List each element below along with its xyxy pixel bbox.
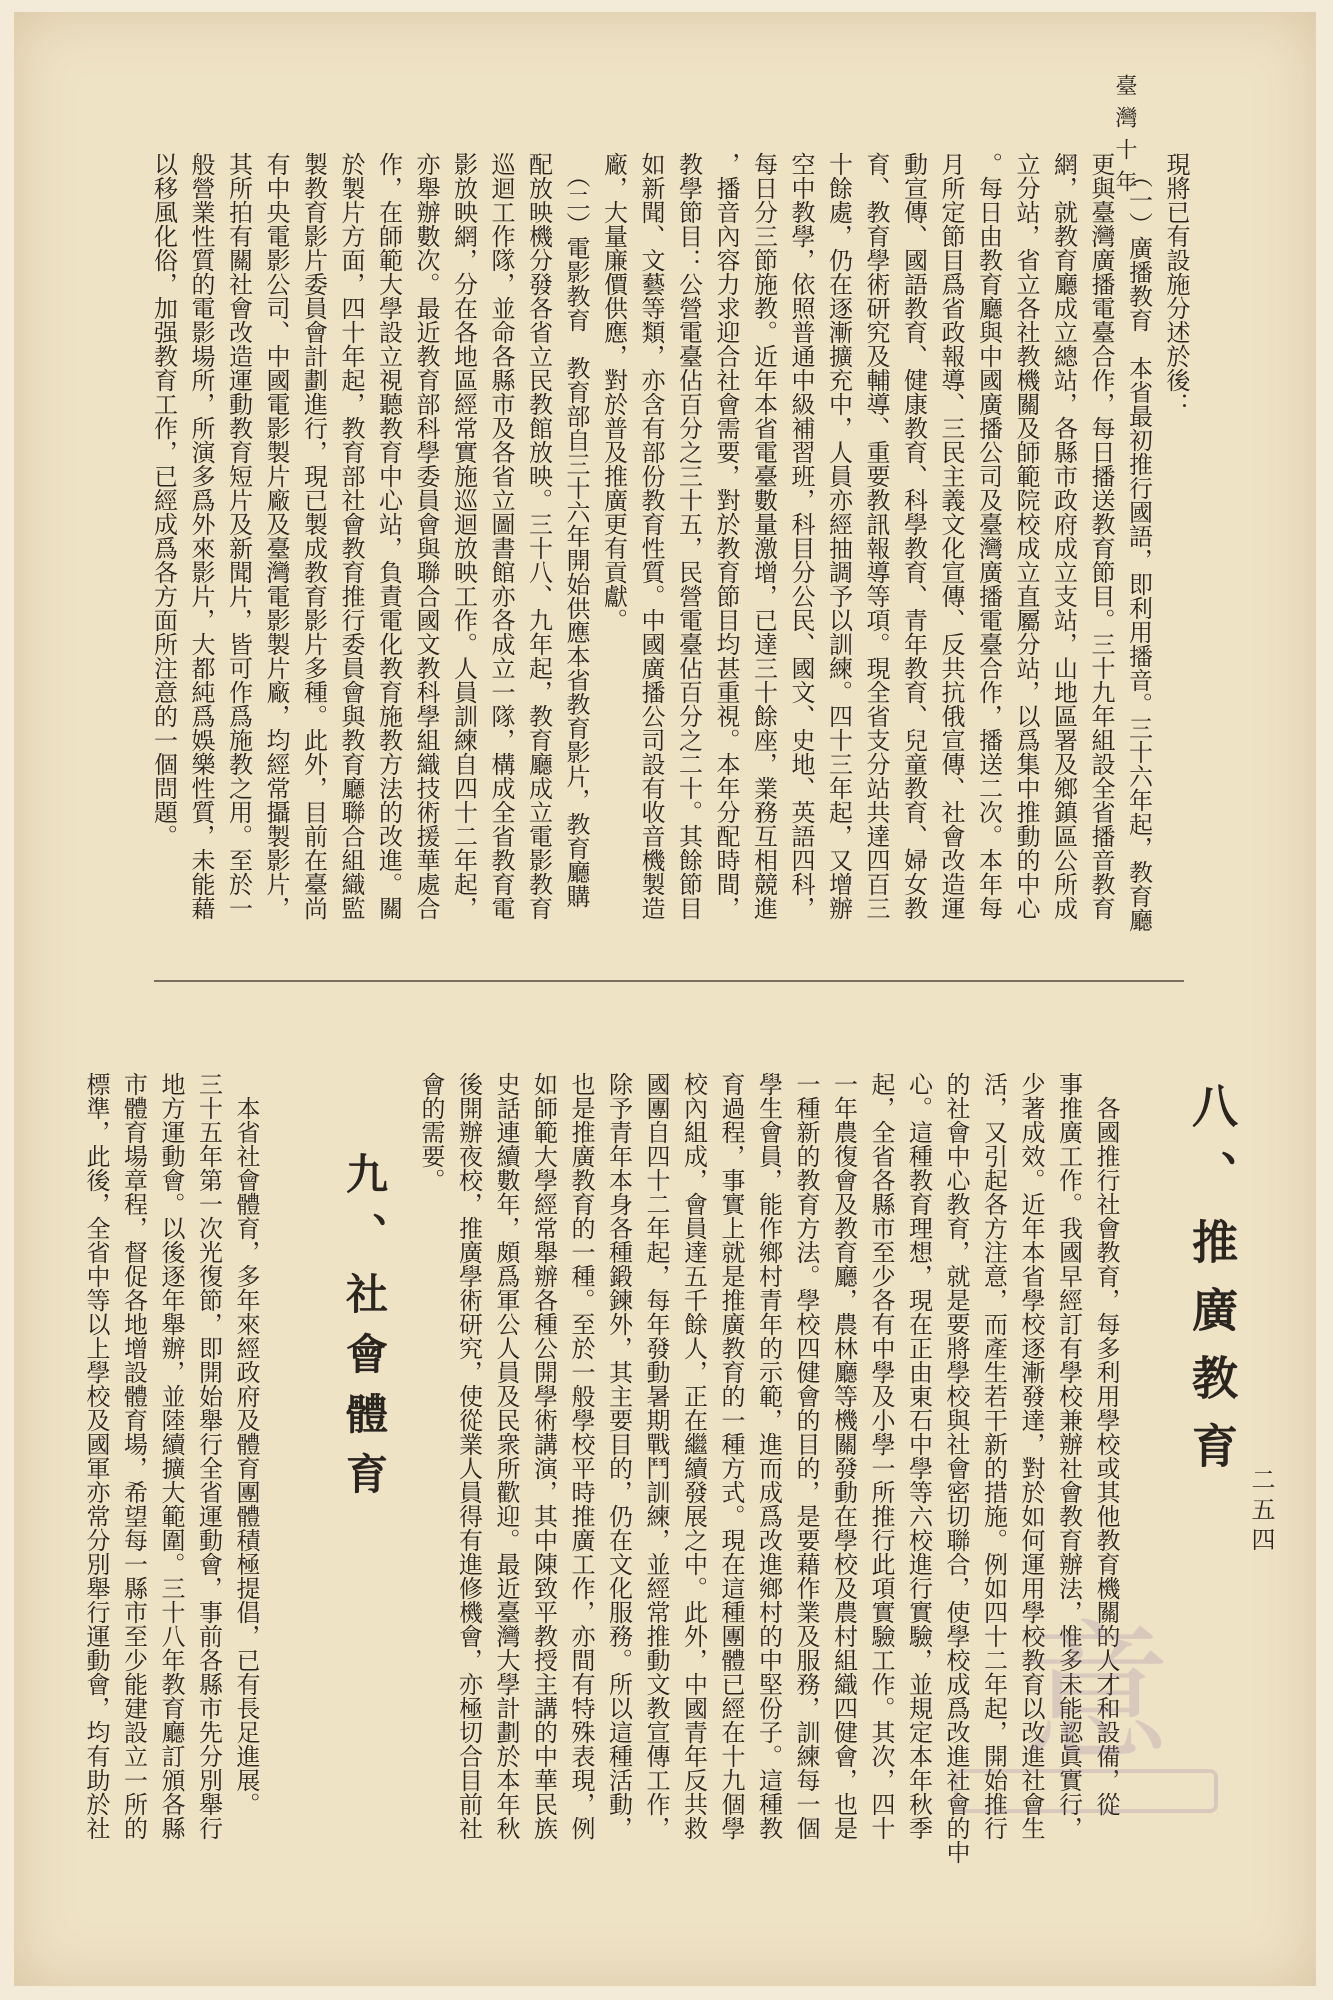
section-8-body-text: 各國推行社會教育，每多利用學校或其他教育機關的人才和設備，從 事推廣工作。我國早經訂有學校兼辦社會教育辦法，惟多未能認眞實行， 少著成效。近年本省學校逐漸發達，對於如何運用學校教育以改進社會生 活，又引起各方注意，而產生若干新的措施。例如四十二年起，開始推行 的社會中心教育，就是要將學校與社會密切聯合，使學校成爲改進社會的中 心。這種教育理想，現在正由東石中學等六校進行實驗，並規定本年秋季 起，全省各縣市至少各有中學及小學一所推行此項實驗工作。其次，四十 一年農復會及教育廳，農林廳等機關發動在學校及農村組織四健會，也是 一種新的教育方法。學校四健會的目的，是要藉作業及服務，訓練每一個 學生會員，能作鄉村青年的示範，進而成爲改進鄉村的中堅份子。這種教 育過程，事實上就是推廣教育的一種方式。現在這種團體已經在十九個學 校內組成，會員達五千餘人，正在繼續發展之中。此外，中國青年反共救 國團自四十二年起，每年發動暑期戰鬥訓練，並經常推動文教宣傳工作， 除予青年本身各種鍛鍊外，其主要目的，仍在文化服務。所以這種活動， 也是推廣教育的一種。至於一般學校平時推廣工作，亦間有特殊表現，例 如師範大學經常舉辦各種公開學術講演，其中陳致平教授主講的中華民族 史話連續數年，頗爲軍公人員及民衆所歡迎。最近臺灣大學計劃於本年秋 後開辦夜校，推廣學術研究，使從業人員得有進修機會，亦極切合目前社 會的需要。 — [417, 1072, 1120, 1864]
document-page — [14, 12, 1316, 1986]
section-9-title: 九、社會體育 — [340, 1152, 389, 1512]
section-8-title: 八、推廣教育 — [1185, 1082, 1239, 1490]
section-9-body-text: 本省社會體育，多年來經政府及體育團體積極提倡，已有長足進展。 三十五年第一次光復節，即開始舉行全省運動會，事前各縣市先分別舉行 地方運動會。以後逐年舉辦，並陸續擴大範圍。三十八年教育廳訂頒各縣 市體育場章程，督促各地增設體育場，希望每一縣市至少能建設立一所的 標準，此後，全省中等以上學校及國軍亦常分別舉行運動會，均有助於社 — [82, 1072, 260, 1840]
running-title: 臺灣十年 — [1112, 74, 1137, 202]
section-7-body-text: 現將已有設施分述於後： （一）廣播教育 本省最初推行國語，即利用播音。三十六年起，教育廳 更與臺灣廣播電臺合作，每日播送教育節目。三十九年組設全省播音教育 網，就教育廳成立總站，各縣市政府成立支站，山地區署及鄉鎮區公所成 立分站，省立各社教機關及師範院校成立直屬分站，以爲集中推動的中心 。每日由教育廳與中國廣播公司及臺灣廣播電臺合作，播送二次。本年每 月所定節目爲省政報導、三民主義文化宣傳、反共抗俄宣傳、社會改造運 動宣傳、國語教育、健康教育、科學教育、青年教育、兒童教育、婦女教 育、教育學術研究及輔導、重要教訊報導等項。現全省支分站共達四百三 十餘處，仍在逐漸擴充中，人員亦經抽調予以訓練。四十三年起，又增辦 空中教學，依照普通中級補習班，科目分公民、國文、史地、英語四科， 每日分三節施教。近年本省電臺數量激增，已達三十餘座，業務互相競進 ，播音內容力求迎合社會需要，對於教育節目均甚重視。本年分配時間， 教學節目：公營電臺佔百分之三十五，民營電臺佔百分之二十。其餘節目 如新聞、文藝等類，亦含有部份教育性質。中國廣播公司設有收音機製造 廠，大量廉價供應，對於普及推廣更有貢獻。 （二）電影教育 教育部自三十六年開始供應本省教育影片，教育廳購 配放映機分發各省立民教館放映。三十八、九年起，教育廳成立電影教育 巡迴工作隊，並命各縣市及各省立圖書館亦各成立一隊，構成全省教育電 影放映網，分在各地區經常實施巡迴放映工作。人員訓練自四十二年起， 亦舉辦數次。最近教育部科學委員會與聯合國文教科學組織技術援華處合 作，在師範大學設立視聽教育中心站，負責電化教育施教方法的改進。關 於製片方面，四十年起，教育部社會教育推行委員會與教育廳聯合組織監 製教育影片委員會計劃進行，現已製成教育影片多種。此外，目前在臺尚 有中央電影公司、中國電影製片廠及臺灣電影製片廠，均經常攝製影片， 其所拍有關社會改造運動教育短片及新聞片，皆可作爲施教之用。至於一 般營業性質的電影場所，所演多爲外來影片，大都純爲娛樂性質，未能藉 以移風化俗，加强教育工作，已經成爲各方面所注意的一個問題。 — [149, 152, 1190, 932]
svg-text:意: 意 — [1020, 1608, 1172, 1782]
section-divider-horizontal — [154, 980, 1184, 982]
page-number: 二五四 — [1247, 1467, 1275, 1557]
